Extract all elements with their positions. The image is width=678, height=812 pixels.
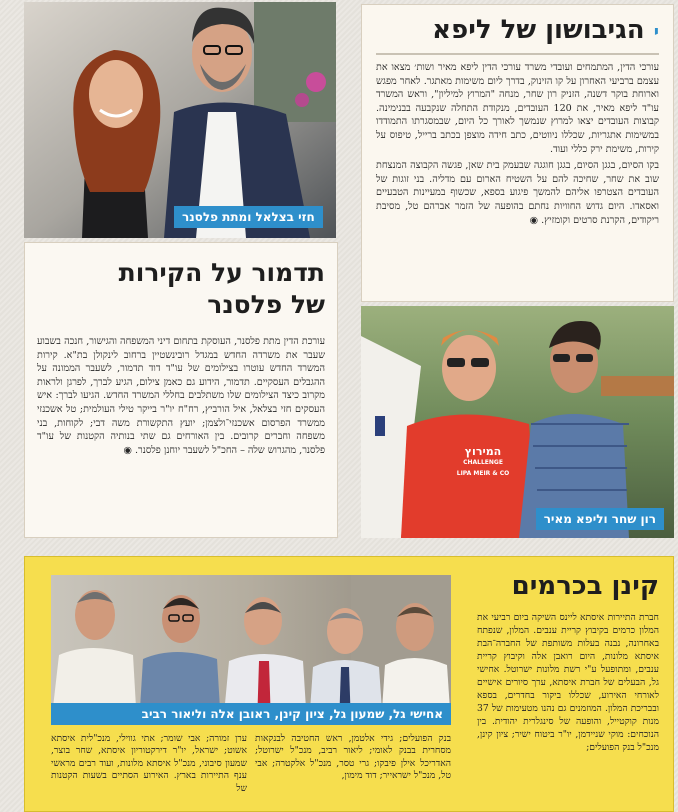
shirt-text: המירוץ: [464, 445, 502, 458]
article-lipa-para-2: בקו הסיום, בגגן הסיום, בגגן חוגגה שבעמק בית שאן, פגשה הקבוצה המנצחת שוב את שחר, שחיכה להם על השטיח הארום עם מדליה. בני זוגות של העובדים הצטרפו אליהם להמשך פיגוע בספא, שכשוף במעיינות הטבעיים ואסאדו. היום גדוש החוויות נחתם בהופעה של הזמר אברהם טל, מסיבת ריקודים, הקרנת סרטים וקומזיץ.: [376, 160, 659, 226]
photo-group-caption: אחישי גל, שמעון גל, ציון קינן, ראובן אלה וליאור רביב: [51, 703, 451, 725]
article-kinan-headline: קינן בכרמים: [511, 571, 659, 601]
end-mark: ◉: [529, 214, 539, 226]
headline-rule: [376, 53, 659, 55]
article-lipa-body: [376, 61, 659, 293]
photo-caption: רון שחר וליפא מאיר: [536, 508, 664, 530]
shirt-logo: [443, 446, 523, 479]
article-tadmor-body: [37, 335, 325, 531]
article-kinan-panel: [24, 556, 674, 812]
article-kinan-columns: [51, 733, 451, 807]
headline-mark: י: [653, 22, 659, 43]
column-right: בנק הפועלים; גידי אלטמן, ראש החטיבה לבנקאות מסחרית בבנק לאומי; ליאור רביב, מנכ"ל ישרוטל; האדריכל אילן פיבקו; גרי טסר, מנכ"ל אלקטרה; אבי טל, מנכ"ל ישראייר; דוד מימון,: [255, 733, 451, 782]
photo-shahar-meir: [361, 306, 674, 538]
article-tadmor-headline: [119, 257, 325, 321]
end-mark: ◉: [123, 444, 132, 456]
photo-bezalel-plesner: [24, 2, 336, 238]
shirt-brand: LIPA MEIR & CO: [456, 470, 510, 477]
article-lipa-panel: [361, 4, 674, 302]
column-left: ערן זמורה; אבי שומר; אתי גווילי, מנכ"לית איסתא אשוט; ישראל, יו"ר דירקטוריון איסתא, שחר בוצר, שמעון סיבוני, מנכ"ל איסתא מלונות, ועוד רבים מראשי ענף התיירות בארץ. האירוע הסתיים בשעות הקטנות של: [51, 733, 247, 794]
photo-shahar-meir-image: [361, 306, 674, 538]
article-kinan-para: חברת התיירות איסתא ליינס השיקה ביום רביעי את המלון כרמים בקיבוץ קריית ענבים. המלון, שנפתח באחרונה, נבנה בעלות משותפת של החברה־הבת איסתא מלונות, היום רואבן אלה וקיבוץ קריית ענבים, ומתופעל ע"י רשת מלונות ישרוטל. אחישי גל, הבעלים של חברת איסתא, ערך סיורים אישיים לאורחי האירוע, שכללו ביקור בחדרים, בספא ובבריכת המלון. המוזמנים גם נהנו מטעימות של 37 מנות קוקטייל, והופעה של סינגלרית יהודית. בין הנוכחים: מוקי שניידמן, יו"ר ביטוח ישיר; ציון קינן, מנכ"ל בנק הפועלים;: [477, 612, 659, 753]
photo-bezalel-plesner-image: [24, 2, 336, 238]
photo-caption: חזי בצלאל ומתת פלסנר: [174, 206, 323, 228]
article-lipa-para-1: עורכי הדין, המתמחים ועובדי משרד עורכי הדין ליפא מאיר ושות׳ מצאו את עצמם ברביעי האחרון על קו הזינוק, בדרך ליום משימות מאתגר. לאחר מפגש וארוחת בוקר דשנה, הזניק רון שחר, מנחה "המרוץ למיליון", וראש המשרד עו"ד ליפא מאיר, את 120 העובדים, מנקודת התחלה שנקבעה בבנימינה. קבוצות העובדים יצאו למרוץ שנמשך לאורך כל היום, שבמסגרתו התמודדו במשימות אתגריות, שכללו ניווטים, כתב חידה מוצפן בכתב ברייל, טיפוס על קירות, משימת ירק כללי ועוד.: [376, 62, 659, 155]
headline-line-2: של פלסנר: [207, 290, 325, 319]
headline-text: הגיבושון של ליפא: [432, 15, 645, 45]
shirt-sub: CHALLENGE: [463, 459, 503, 466]
article-lipa-headline: [432, 15, 659, 48]
article-tadmor-para: עורכת הדין מתת פלסנר, העוסקת בתחום דיני המשפחה והגישור, חנכה בשבוע שעבר את משרדה החדש במגדל רובינשטיין ברחוב לינקולן בת"א. קירות המשרד החדש עוטרו בצילומים של עו"ד דוד תדמור, לשעבר הממונה על ההגבלים העסקיים. תדמור, הידוע גם כאמן צילום, הגיע לברך, לפרגן ולראות מקרוב כיצד הצילומים שלו משתלבים בחללי המשרד החדש. הגיעו לברך: איש העסקים חזי בצלאל, איל הורביץ, רח"ח יו"ר בייקר טילי העולמית; טל אשכנזי ממשרד הפרסום אשכנזי־ולצמן; יועץ התקשורת משה דבי; לקוחות, בני משפחה וחברים קרובים. בין האורחים גם שתי בנותיה הקטנות של עו"ד פלסנר, מהגרוש שלה – החכ"ל לשעבר יוחנן פלסנר.: [37, 336, 325, 456]
article-kinan-body: [477, 611, 659, 807]
headline-line-1: תדמור על הקירות: [118, 258, 325, 287]
article-tadmor-panel: [24, 242, 338, 538]
